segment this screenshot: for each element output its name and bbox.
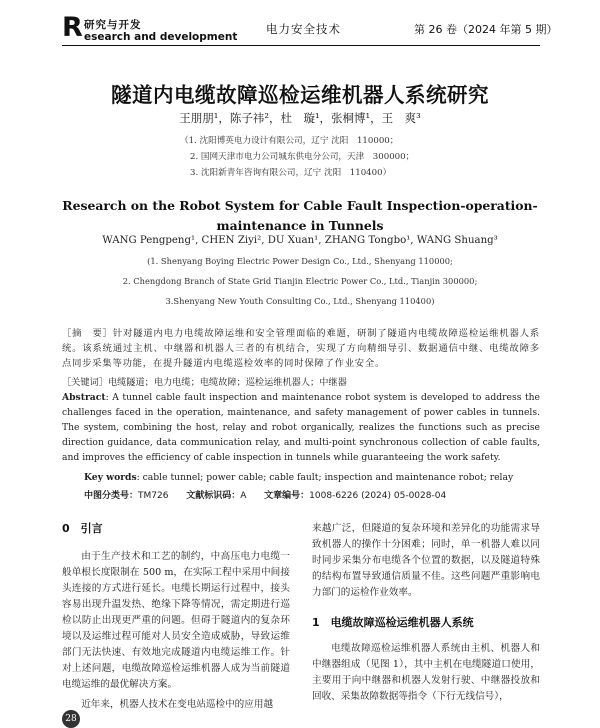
- keywords-cn-text: 电缆隧道；电力电缆；电缆故障；巡检运维机器人；中继器: [107, 377, 347, 388]
- running-header: [0, 0, 600, 50]
- issue-info: 第 26 卷（2024 年第 5 期）: [414, 23, 558, 36]
- title-cn: 隧道内电缆故障巡检运维机器人系统研究: [111, 83, 489, 107]
- affiliation-cn-1: （1. 沈阳博英电力设计有限公司，辽宁 沈阳 110000；: [180, 136, 399, 146]
- section-1-heading: 1 电缆故障巡检运维机器人系统: [312, 616, 474, 629]
- doc-code-label: 文献标识码：: [186, 491, 241, 501]
- keywords-cn: [62, 374, 540, 388]
- affiliation-cn-2: 2. 国网天津市电力公司城东供电分公司，天津 300000；: [190, 152, 415, 162]
- keywords-en-text: : cable tunnel; power cable; cable fault; inspection and maintenance robot; relay: [136, 472, 514, 483]
- clc-label: 中图分类号：: [84, 491, 139, 501]
- section-logo-letter: R: [62, 12, 83, 43]
- keywords-en: [84, 472, 540, 483]
- clc-code: TM726: [138, 491, 169, 501]
- abstract-en: [62, 390, 540, 465]
- section-1-paragraph-1: 电缆故障巡检运维机器人系统由主机、机器人和中继器组成（见图 1），其中主机在电缆隧道口使用，主要用于向中继器和机器人发射行驶、中继器投放和回收、采集故障数据等指令（下行无线信号），: [312, 643, 540, 702]
- abstract-cn-label: ［摘 要］: [62, 328, 113, 339]
- title-en: [0, 196, 600, 236]
- article-no: 1008-6226 (2024) 05-0028-04: [309, 491, 447, 501]
- journal-name: 电力安全技术: [266, 22, 341, 36]
- section-0-heading: 0 引言: [62, 522, 103, 535]
- affiliation-en-2: 2. Chengdong Branch of State Grid Tianjin Electric Power Co., Ltd., Tianjin 300000;: [122, 276, 478, 286]
- intro-paragraph-continued: 来越广泛，但隧道的复杂环境和差异化的功能需求导致机器人的操作十分困难；同时，单一机器人难以同时同步采集分布电缆各个位置的数据，以及隧道特殊的结构布置导致通信质量不佳。这些问题严重影响电力部门的运检作业效率。: [312, 523, 540, 598]
- intro-paragraph-2: 近年来，机器人技术在变电站巡检中的应用越: [81, 699, 274, 710]
- abstract-cn-text: 针对隧道内电力电缆故障运维和安全管理面临的难题，研制了隧道内电缆故障巡检运维机器人系统。该系统通过主机、中继器和机器人三者的有机结合，实现了方向精细导引、数据通信中继、电缆故障多点同步采集等功能，在提升隧道内电缆巡检效率的同时保障了作业安全。: [62, 328, 540, 369]
- header-rule: [62, 45, 540, 46]
- affiliation-en-3: 3.Shenyang New Youth Consulting Co., Ltd., Shenyang 110400): [165, 296, 435, 306]
- authors-cn: 王朋朋¹，陈子祎²，杜 璇¹，张桐博¹，王 爽³: [179, 111, 421, 125]
- intro-paragraph-1: 由于生产技术和工艺的制约，中高压电力电缆一般单根长度限制在 500 m，在实际工程中采用中间接头连接的方式进行延长。电缆长期运行过程中，接头容易出现升温发热、绝缘下降等情况，需定期进行巡检以防止出现更严重的问题。但碍于隧道内的复杂环境以及运维过程可能对人员安全造成威胁，导致运维部门无法快速、有效地完成隧道内电缆运维工作。针对上述问题，电缆故障巡检运维机器人成为当前隧道电缆运维的最优解决方案。: [62, 551, 290, 690]
- abstract-en-text: : A tunnel cable fault inspection and maintenance robot system is developed to address the challenges faced in the operation, maintenance, and safety management of power cables in tunnels. The system, combining the host, relay and robot organically, realizes the functions such as precise direction guidance, data communication relay, and multi-point synchronous collection of cable faults, and improves the efficiency of cable inspection in tunnels while guaranteeing the work safety.: [62, 392, 540, 463]
- article-no-label: 文章编号：: [264, 491, 310, 501]
- page-number: 28: [62, 710, 80, 728]
- keywords-cn-label: ［关键词］: [62, 377, 108, 388]
- affiliation-cn-3: 3. 沈阳新青年咨询有限公司，辽宁 沈阳 110400）: [190, 168, 392, 178]
- abstract-cn: [62, 326, 540, 371]
- classification-line: [84, 488, 540, 501]
- affiliation-en-1: (1. Shenyang Boying Electric Power Design Co., Ltd., Shenyang 110000;: [147, 256, 453, 266]
- section-label-cn: 研究与开发: [84, 19, 142, 31]
- section-label-en: esearch and development: [84, 31, 238, 43]
- body-column-left: [62, 521, 290, 713]
- keywords-en-label: Key words: [84, 472, 137, 483]
- title-en-line-1: Research on the Robot System for Cable Fault Inspection-operation-: [62, 198, 538, 213]
- abstract-en-label: Abstract: [62, 392, 106, 403]
- doc-code: A: [240, 491, 247, 501]
- authors-en: WANG Pengpeng¹, CHEN Ziyi², DU Xuan¹, ZHANG Tongbo¹, WANG Shuang³: [102, 235, 498, 246]
- title-en-line-2: maintenance in Tunnels: [216, 218, 384, 233]
- body-column-right: [312, 521, 540, 705]
